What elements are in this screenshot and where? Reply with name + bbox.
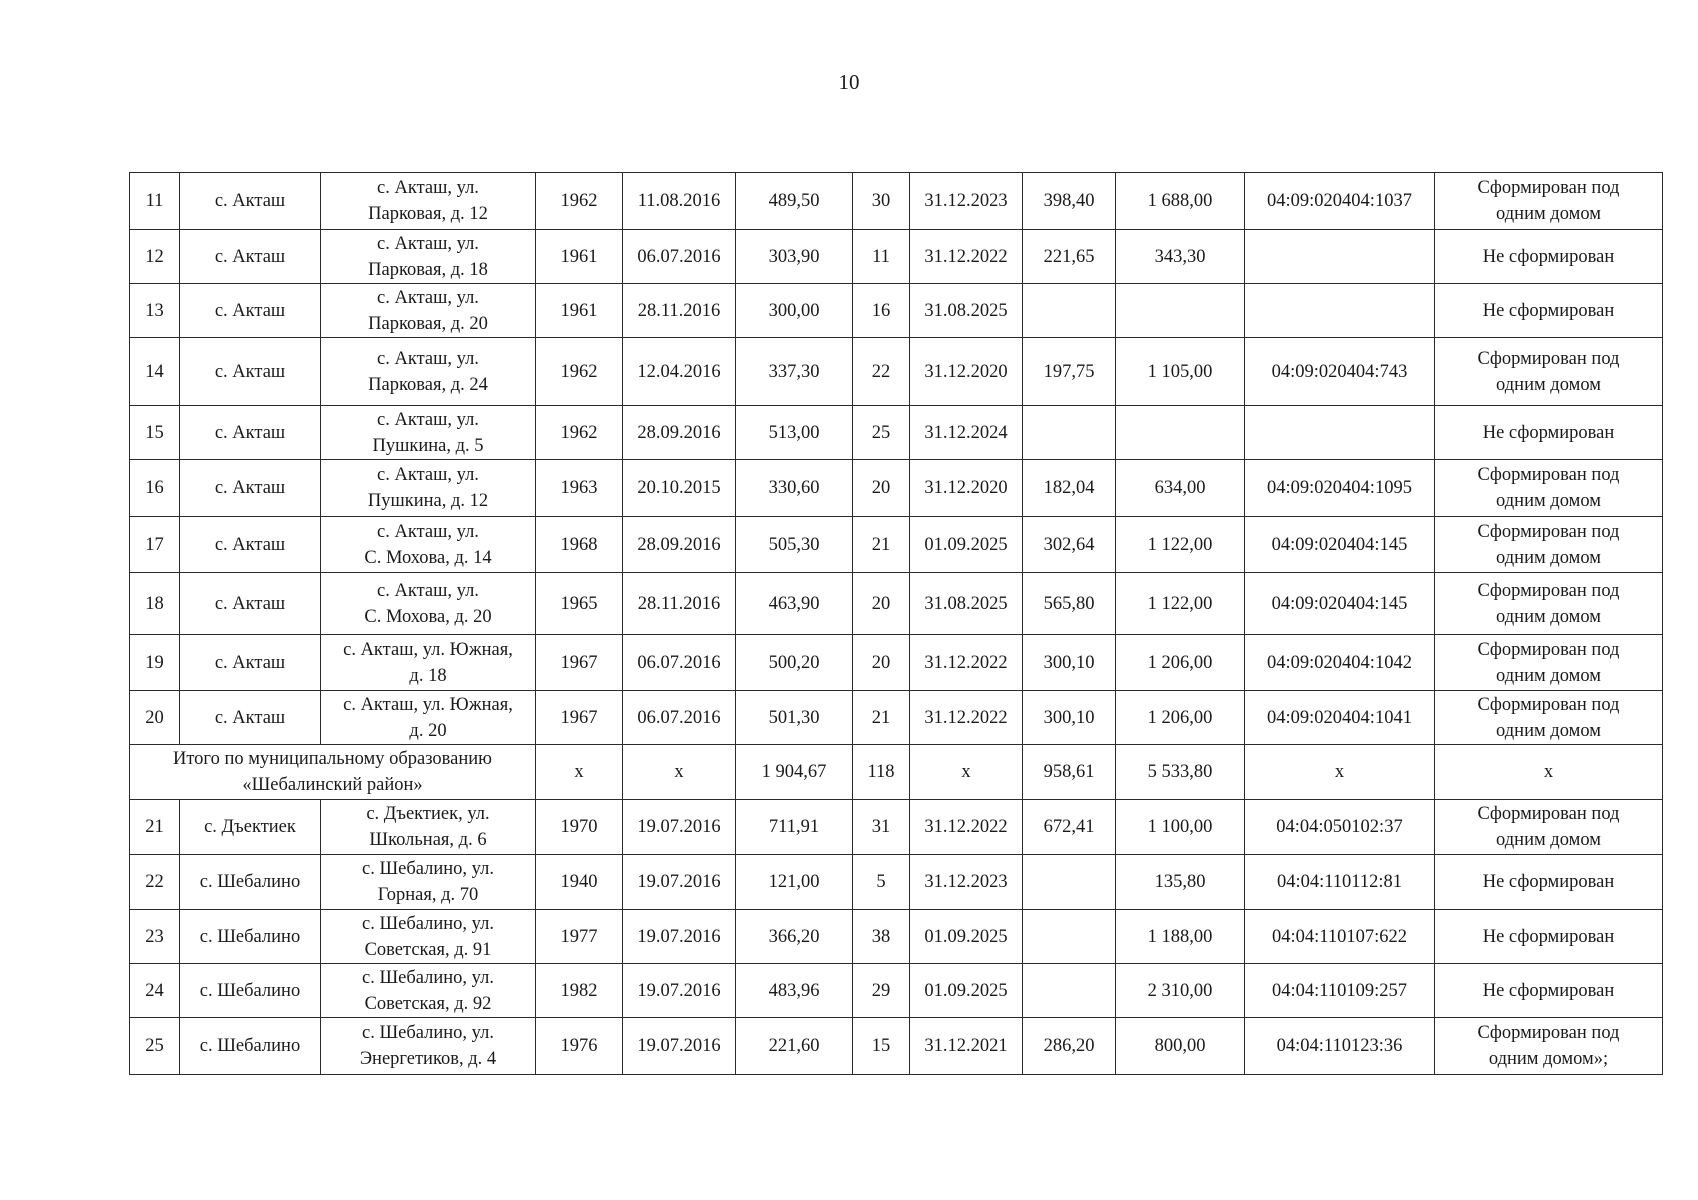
cell-deadline: 31.12.2022	[910, 691, 1023, 745]
cell-line: Парковая, д. 12	[368, 204, 488, 224]
cell-deadline: 31.12.2022	[910, 635, 1023, 691]
cell-line: Сформирован под	[1477, 178, 1620, 198]
cell-area: 121,00	[736, 855, 853, 910]
cell-line: Не сформирован	[1482, 422, 1615, 443]
cell-line: Пушкина, д. 5	[372, 435, 484, 456]
cell-area: 221,60	[736, 1018, 853, 1075]
cell-line: с. Акташ, ул.	[377, 178, 479, 198]
cell-num: 13	[130, 284, 180, 338]
cell-date: 11.08.2016	[623, 173, 736, 230]
cell-line: Парковая, д. 24	[368, 374, 488, 395]
cell-c10: 2 310,00	[1116, 964, 1245, 1018]
cell-line: одним домом	[1496, 606, 1601, 627]
cell-cadastral: 04:04:110107:622	[1245, 910, 1435, 964]
cell-cadastral: 04:09:020404:145	[1245, 517, 1435, 573]
cell-line: с. Акташ, ул.	[377, 233, 479, 254]
cell-settlement: с. Акташ	[180, 517, 321, 573]
cell-residents: 20	[853, 635, 910, 691]
table-row	[130, 173, 1663, 230]
cell-line: Сформирован под	[1477, 804, 1620, 824]
table-body	[130, 173, 1663, 1075]
cell-cadastral	[1245, 230, 1435, 284]
cell-status	[1435, 855, 1663, 910]
cell-status	[1435, 635, 1663, 691]
cell-c10: 1 105,00	[1116, 338, 1245, 406]
cell-residents: 15	[853, 1018, 910, 1075]
cell-settlement: с. Акташ	[180, 338, 321, 406]
cell-date: 19.07.2016	[623, 800, 736, 855]
cell-date: 06.07.2016	[623, 635, 736, 691]
cell-year: 1962	[536, 173, 623, 230]
cell-area: 1 904,67	[736, 745, 853, 800]
cell-cadastral: 04:04:110109:257	[1245, 964, 1435, 1018]
cell-c9: 398,40	[1023, 173, 1116, 230]
table-row	[130, 691, 1663, 745]
cell-line: с. Акташ, ул.	[377, 409, 479, 430]
cell-area: 501,30	[736, 691, 853, 745]
cell-deadline: 31.12.2023	[910, 855, 1023, 910]
cell-status	[1435, 573, 1663, 635]
page-number: 10	[838, 70, 860, 94]
cell-line: с. Шебалино, ул.	[362, 967, 494, 988]
cell-line: С. Мохова, д. 14	[364, 547, 492, 568]
cell-year: 1965	[536, 573, 623, 635]
cell-deadline: 31.12.2023	[910, 173, 1023, 230]
cell-line: с. Шебалино, ул.	[362, 913, 494, 934]
cell-settlement: с. Акташ	[180, 173, 321, 230]
cell-year: 1967	[536, 691, 623, 745]
cell-cadastral: 04:09:020404:1095	[1245, 460, 1435, 517]
cell-date: 19.07.2016	[623, 855, 736, 910]
table-row	[130, 230, 1663, 284]
cell-date: 28.09.2016	[623, 406, 736, 460]
cell-deadline: 31.12.2020	[910, 460, 1023, 517]
cell-num: 21	[130, 800, 180, 855]
cell-c9: 302,64	[1023, 517, 1116, 573]
cell-num: 16	[130, 460, 180, 517]
cell-c10: 135,80	[1116, 855, 1245, 910]
cell-area: 300,00	[736, 284, 853, 338]
cell-year: 1982	[536, 964, 623, 1018]
cell-line: д. 18	[409, 665, 447, 686]
cell-residents: 38	[853, 910, 910, 964]
cell-line: Итого по муниципальному образованию	[172, 749, 492, 769]
cell-year: 1968	[536, 517, 623, 573]
cell-settlement: с. Акташ	[180, 635, 321, 691]
cell-address	[321, 460, 536, 517]
cell-cadastral: 04:09:020404:743	[1245, 338, 1435, 406]
cell-line: с. Акташ, ул.	[377, 287, 479, 308]
cell-c10: 1 100,00	[1116, 800, 1245, 855]
cell-settlement: с. Дъектиек	[180, 800, 321, 855]
cell-year: 1967	[536, 635, 623, 691]
cell-cadastral	[1245, 284, 1435, 338]
cell-date: 19.07.2016	[623, 964, 736, 1018]
cell-status	[1435, 173, 1663, 230]
cell-year: 1961	[536, 284, 623, 338]
cell-line: с. Дъектиек, ул.	[366, 804, 490, 824]
cell-residents: 11	[853, 230, 910, 284]
cell-area: 483,96	[736, 964, 853, 1018]
cell-c10: 1 122,00	[1116, 517, 1245, 573]
cell-date: 20.10.2015	[623, 460, 736, 517]
cell-num: 15	[130, 406, 180, 460]
table-row	[130, 635, 1663, 691]
cell-line: Советская, д. 92	[364, 993, 492, 1014]
cell-area: 505,30	[736, 517, 853, 573]
cell-num: 17	[130, 517, 180, 573]
cell-area: 366,20	[736, 910, 853, 964]
cell-deadline: 31.08.2025	[910, 284, 1023, 338]
cell-c10: 1 188,00	[1116, 910, 1245, 964]
cell-line: одним домом»;	[1488, 1049, 1609, 1069]
cell-line: «Шебалинский район»	[242, 775, 423, 795]
cell-cadastral: х	[1245, 745, 1435, 800]
cell-c9: 958,61	[1023, 745, 1116, 800]
table-row	[130, 573, 1663, 635]
cell-line: с. Шебалино, ул.	[362, 1023, 494, 1043]
cell-residents: 30	[853, 173, 910, 230]
cell-settlement: с. Шебалино	[180, 910, 321, 964]
cell-address	[321, 1018, 536, 1075]
cell-cadastral: 04:09:020404:1041	[1245, 691, 1435, 745]
cell-c9	[1023, 855, 1116, 910]
cell-c10: 1 206,00	[1116, 691, 1245, 745]
table-row	[130, 406, 1663, 460]
cell-status	[1435, 230, 1663, 284]
cell-line: Сформирован под	[1477, 465, 1620, 485]
cell-num: 14	[130, 338, 180, 406]
cell-residents: 20	[853, 573, 910, 635]
cell-area: 337,30	[736, 338, 853, 406]
cell-residents: 31	[853, 800, 910, 855]
cell-line: Парковая, д. 20	[368, 313, 488, 334]
cell-area: 500,20	[736, 635, 853, 691]
cell-line: Сформирован под	[1477, 521, 1620, 542]
cell-line: С. Мохова, д. 20	[364, 606, 492, 627]
cell-date: 12.04.2016	[623, 338, 736, 406]
cell-address	[321, 517, 536, 573]
cell-settlement: с. Акташ	[180, 406, 321, 460]
cell-line: Не сформирован	[1482, 926, 1615, 947]
cell-settlement: с. Шебалино	[180, 1018, 321, 1075]
cell-cadastral: 04:09:020404:1037	[1245, 173, 1435, 230]
cell-line: с. Акташ, ул.	[377, 348, 479, 369]
cell-status	[1435, 800, 1663, 855]
cell-year: 1977	[536, 910, 623, 964]
cell-cadastral: 04:04:050102:37	[1245, 800, 1435, 855]
cell-address	[321, 173, 536, 230]
cell-date: 28.11.2016	[623, 284, 736, 338]
cell-address	[321, 964, 536, 1018]
cell-c9: 182,04	[1023, 460, 1116, 517]
cell-num: 22	[130, 855, 180, 910]
cell-c10	[1116, 284, 1245, 338]
cell-status	[1435, 691, 1663, 745]
table-row	[130, 800, 1663, 855]
cell-residents: 21	[853, 517, 910, 573]
cell-line: д. 20	[409, 720, 447, 741]
cell-year: 1963	[536, 460, 623, 517]
cell-settlement: с. Шебалино	[180, 855, 321, 910]
cell-label	[130, 745, 536, 800]
cell-year: 1970	[536, 800, 623, 855]
cell-line: одним домом	[1496, 547, 1601, 568]
cell-area: 513,00	[736, 406, 853, 460]
cell-address	[321, 338, 536, 406]
cell-line: Сформирован под	[1477, 639, 1620, 660]
cell-cadastral: 04:04:110123:36	[1245, 1018, 1435, 1075]
cell-settlement: с. Акташ	[180, 230, 321, 284]
cell-residents: 5	[853, 855, 910, 910]
cell-address	[321, 910, 536, 964]
cell-deadline: 01.09.2025	[910, 910, 1023, 964]
cell-line: одним домом	[1496, 491, 1601, 511]
cell-cadastral	[1245, 406, 1435, 460]
cell-deadline: х	[910, 745, 1023, 800]
cell-date: 28.09.2016	[623, 517, 736, 573]
table-row	[130, 460, 1663, 517]
cell-address	[321, 573, 536, 635]
cell-line: Парковая, д. 18	[368, 259, 488, 280]
cell-line: Не сформирован	[1482, 980, 1615, 1001]
cell-line: одним домом	[1496, 665, 1601, 686]
cell-line: Сформирован под	[1477, 580, 1620, 601]
cell-c9: 221,65	[1023, 230, 1116, 284]
cell-num: 12	[130, 230, 180, 284]
cell-line: Не сформирован	[1482, 246, 1615, 267]
cell-residents: 22	[853, 338, 910, 406]
cell-c10: 5 533,80	[1116, 745, 1245, 800]
table-row	[130, 910, 1663, 964]
cell-c9: 672,41	[1023, 800, 1116, 855]
cell-date: 28.11.2016	[623, 573, 736, 635]
cell-line: одним домом	[1496, 720, 1601, 741]
cell-residents: 20	[853, 460, 910, 517]
cell-c10: 343,30	[1116, 230, 1245, 284]
cell-year: 1962	[536, 406, 623, 460]
cell-cadastral: 04:09:020404:1042	[1245, 635, 1435, 691]
table-row	[130, 855, 1663, 910]
cell-area: 463,90	[736, 573, 853, 635]
table-row	[130, 964, 1663, 1018]
cell-c10: 634,00	[1116, 460, 1245, 517]
cell-status	[1435, 745, 1663, 800]
cell-c9: 300,10	[1023, 691, 1116, 745]
cell-year: 1940	[536, 855, 623, 910]
cell-address	[321, 284, 536, 338]
cell-residents: 29	[853, 964, 910, 1018]
cell-c9: 286,20	[1023, 1018, 1116, 1075]
cell-area: 303,90	[736, 230, 853, 284]
cell-date: 06.07.2016	[623, 230, 736, 284]
cell-status	[1435, 406, 1663, 460]
cell-date: 19.07.2016	[623, 1018, 736, 1075]
cell-line: с. Акташ, ул.	[377, 580, 479, 601]
cell-line: Горная, д. 70	[377, 885, 479, 905]
cell-line: Сформирован под	[1477, 1023, 1620, 1043]
cell-status	[1435, 910, 1663, 964]
cell-num: 23	[130, 910, 180, 964]
cell-line: одним домом	[1496, 204, 1601, 224]
cell-cadastral: 04:09:020404:145	[1245, 573, 1435, 635]
cell-address	[321, 800, 536, 855]
cell-line: Сформирован под	[1477, 348, 1620, 369]
cell-address	[321, 855, 536, 910]
cell-year: 1976	[536, 1018, 623, 1075]
cell-address	[321, 691, 536, 745]
cell-c10: 1 122,00	[1116, 573, 1245, 635]
cell-date: 06.07.2016	[623, 691, 736, 745]
cell-residents: 16	[853, 284, 910, 338]
table-row	[130, 1018, 1663, 1075]
cell-line: одним домом	[1496, 374, 1601, 395]
cell-area: 711,91	[736, 800, 853, 855]
cell-residents: 118	[853, 745, 910, 800]
cell-line: с. Акташ, ул.	[377, 465, 479, 485]
cell-settlement: с. Акташ	[180, 573, 321, 635]
cell-c9	[1023, 406, 1116, 460]
cell-deadline: 01.09.2025	[910, 517, 1023, 573]
cell-c9	[1023, 284, 1116, 338]
cell-c9: 197,75	[1023, 338, 1116, 406]
cell-year: х	[536, 745, 623, 800]
table-row	[130, 338, 1663, 406]
cell-deadline: 31.12.2022	[910, 800, 1023, 855]
cell-status	[1435, 964, 1663, 1018]
cell-deadline: 31.08.2025	[910, 573, 1023, 635]
cell-num: 20	[130, 691, 180, 745]
table-row	[130, 284, 1663, 338]
total-row	[130, 745, 1663, 800]
cell-year: 1961	[536, 230, 623, 284]
cell-num: 24	[130, 964, 180, 1018]
cell-line: х	[1543, 762, 1554, 782]
cell-line: с. Акташ, ул. Южная,	[343, 694, 513, 715]
cell-deadline: 31.12.2022	[910, 230, 1023, 284]
cell-status	[1435, 460, 1663, 517]
cell-line: Пушкина, д. 12	[367, 491, 489, 511]
cell-settlement: с. Шебалино	[180, 964, 321, 1018]
cell-line: одним домом	[1496, 830, 1601, 850]
cell-deadline: 01.09.2025	[910, 964, 1023, 1018]
cell-c10: 800,00	[1116, 1018, 1245, 1075]
cell-residents: 25	[853, 406, 910, 460]
cell-line: Не сформирован	[1482, 872, 1615, 892]
cell-num: 19	[130, 635, 180, 691]
cell-settlement: с. Акташ	[180, 460, 321, 517]
cell-deadline: 31.12.2021	[910, 1018, 1023, 1075]
cell-status	[1435, 284, 1663, 338]
cell-settlement: с. Акташ	[180, 284, 321, 338]
cell-line: Не сформирован	[1482, 300, 1615, 321]
cell-line: Сформирован под	[1477, 694, 1620, 715]
cell-c10: 1 688,00	[1116, 173, 1245, 230]
housing-registry-table	[129, 172, 1663, 1075]
cell-status	[1435, 338, 1663, 406]
cell-date: 19.07.2016	[623, 910, 736, 964]
cell-line: Советская, д. 91	[364, 939, 492, 960]
cell-c10: 1 206,00	[1116, 635, 1245, 691]
cell-num: 11	[130, 173, 180, 230]
cell-area: 330,60	[736, 460, 853, 517]
cell-status	[1435, 517, 1663, 573]
cell-line: Школьная, д. 6	[369, 830, 487, 850]
cell-c9: 565,80	[1023, 573, 1116, 635]
cell-deadline: 31.12.2020	[910, 338, 1023, 406]
cell-date: х	[623, 745, 736, 800]
cell-line: с. Акташ, ул. Южная,	[343, 639, 513, 660]
cell-cadastral: 04:04:110112:81	[1245, 855, 1435, 910]
cell-c9	[1023, 964, 1116, 1018]
cell-c10	[1116, 406, 1245, 460]
cell-address	[321, 406, 536, 460]
cell-year: 1962	[536, 338, 623, 406]
cell-num: 18	[130, 573, 180, 635]
cell-settlement: с. Акташ	[180, 691, 321, 745]
cell-line: с. Шебалино, ул.	[362, 859, 494, 879]
cell-address	[321, 635, 536, 691]
table-row	[130, 517, 1663, 573]
cell-address	[321, 230, 536, 284]
cell-c9: 300,10	[1023, 635, 1116, 691]
cell-residents: 21	[853, 691, 910, 745]
cell-area: 489,50	[736, 173, 853, 230]
cell-line: с. Акташ, ул.	[377, 521, 479, 542]
cell-c9	[1023, 910, 1116, 964]
cell-deadline: 31.12.2024	[910, 406, 1023, 460]
cell-line: Энергетиков, д. 4	[359, 1049, 497, 1069]
cell-status	[1435, 1018, 1663, 1075]
cell-num: 25	[130, 1018, 180, 1075]
